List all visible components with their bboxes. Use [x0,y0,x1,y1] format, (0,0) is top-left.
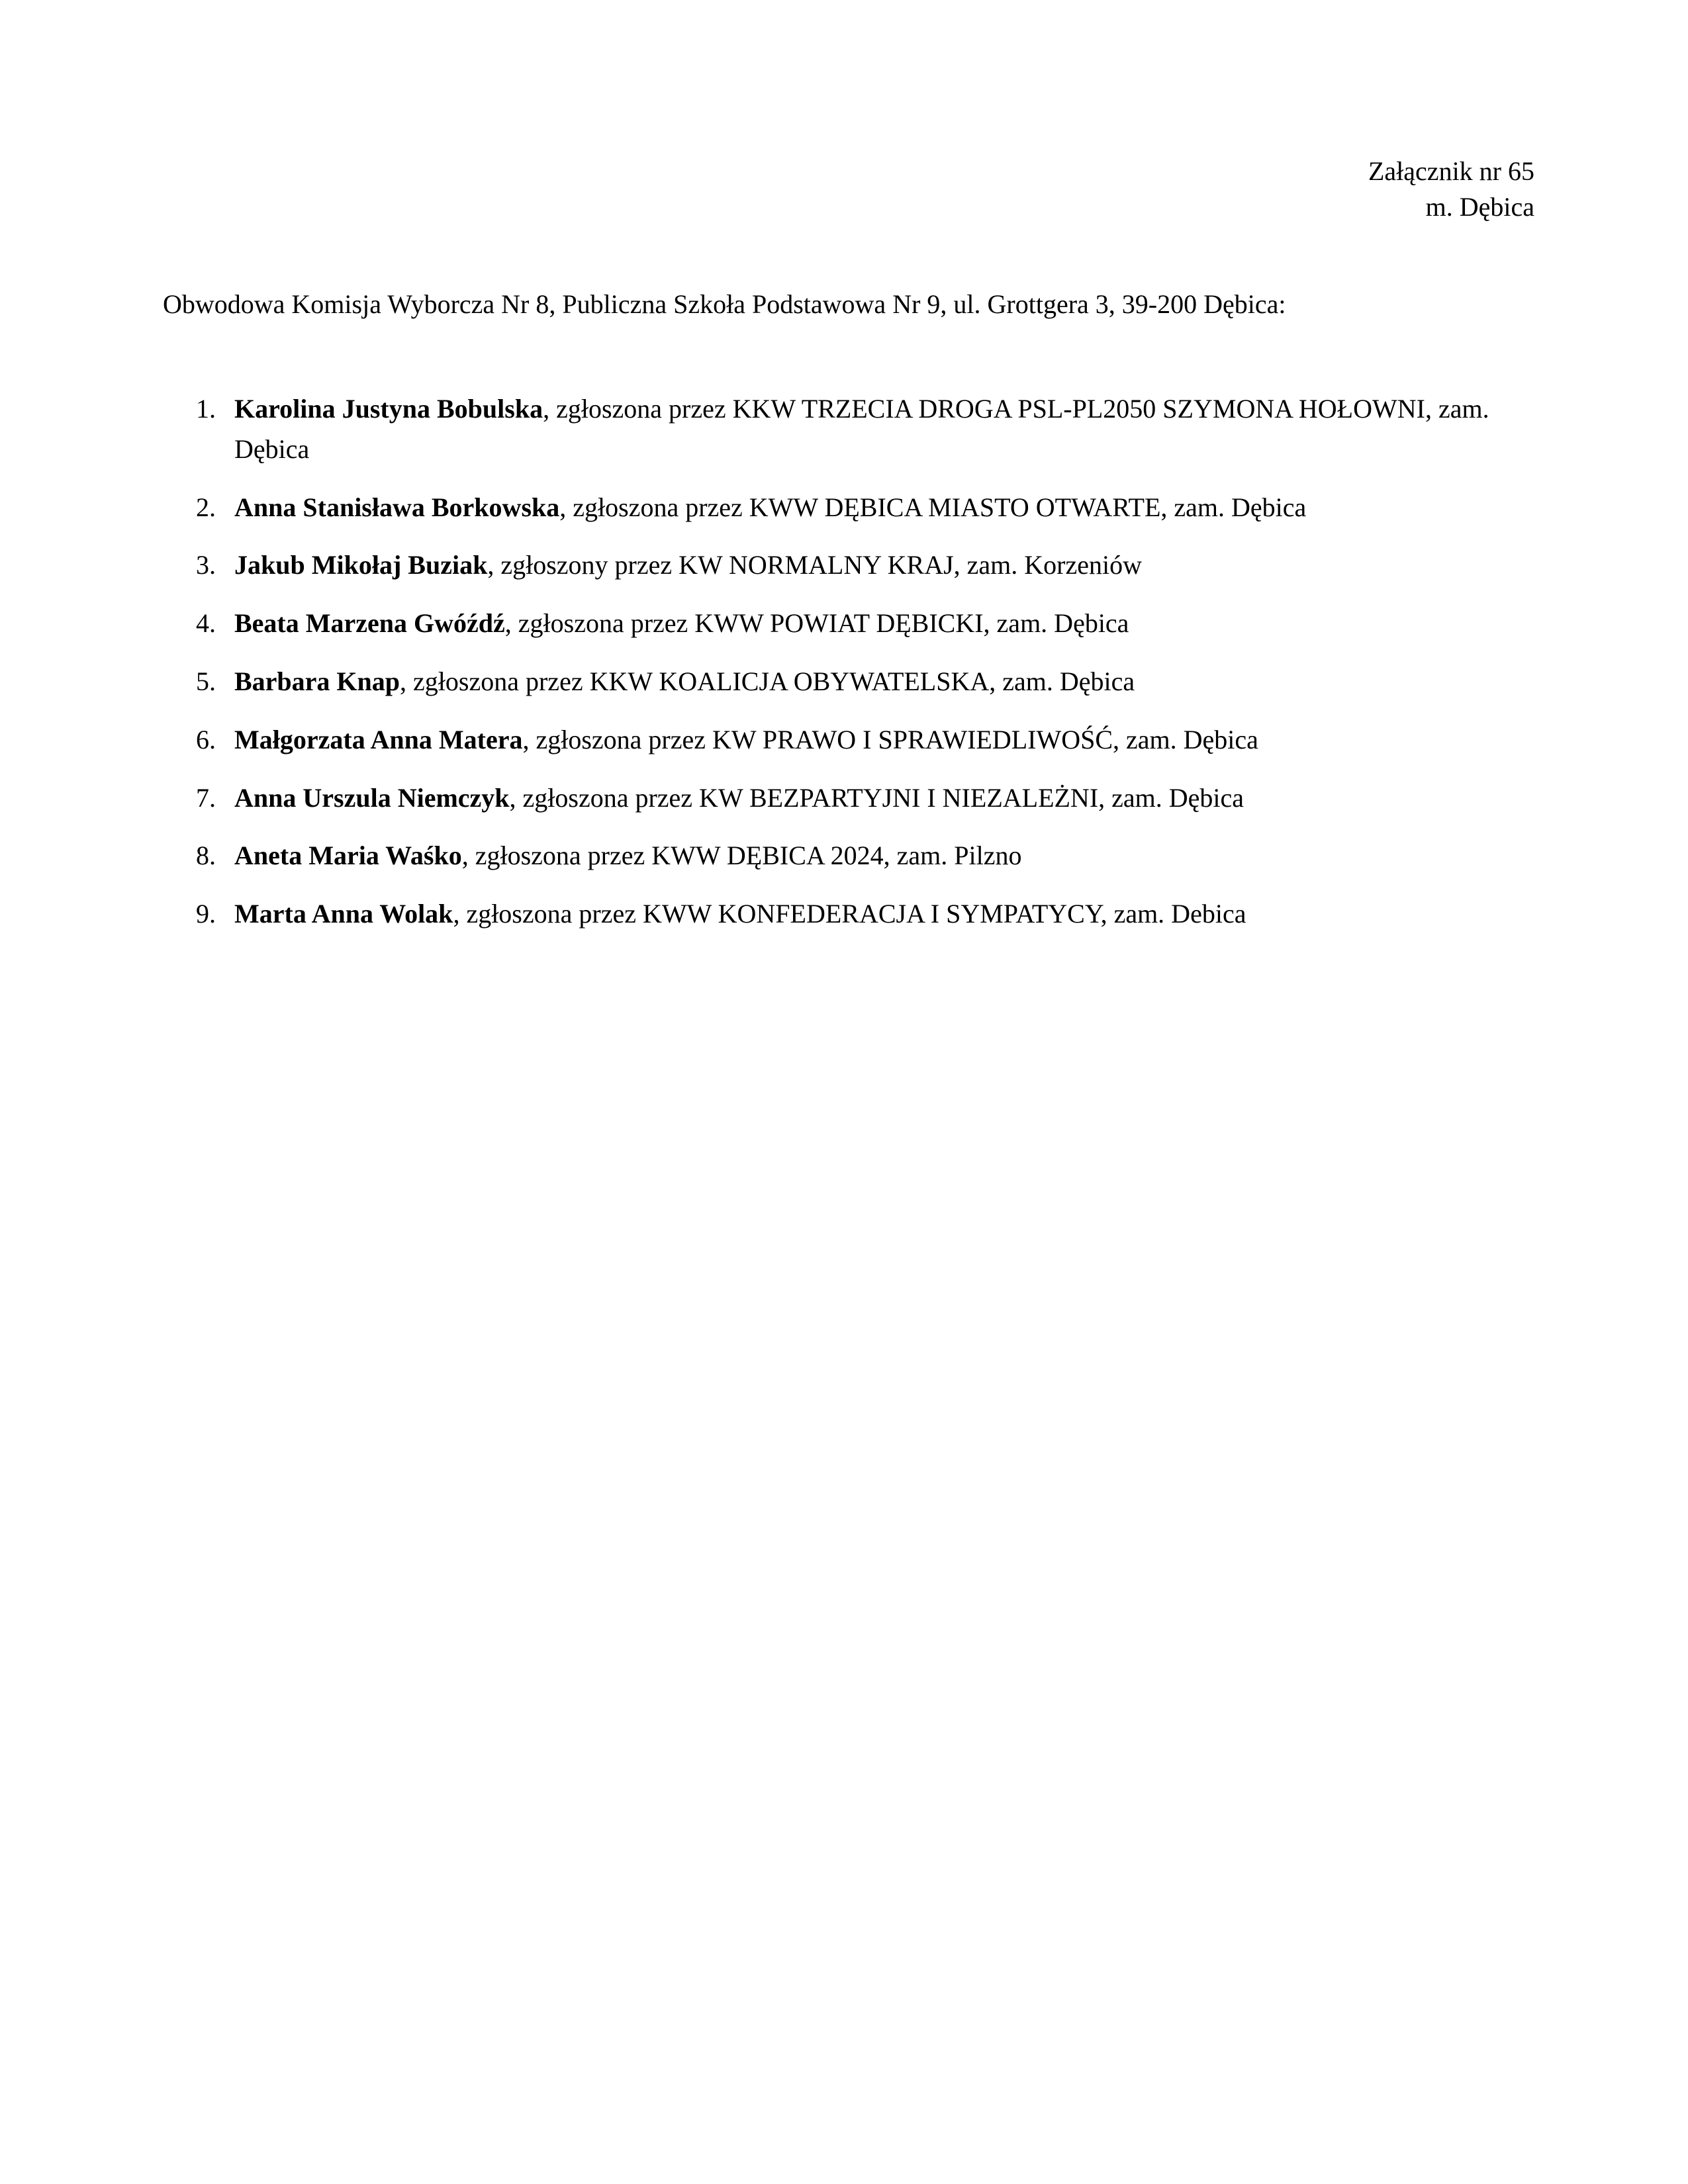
list-item-number: 6. [196,724,216,754]
list-item-number: 7. [196,782,216,813]
list-item-number: 8. [196,841,216,871]
list-item-number: 4. [196,608,216,639]
member-name: Karolina Justyna Bobulska [234,394,543,424]
member-details: , zgłoszona przez KWW DĘBICA 2024, zam. Pilzno [461,841,1022,871]
member-name: Anna Stanisława Borkowska [234,492,560,522]
list-item [196,778,1549,819]
list-item [196,545,1549,586]
locality-name: m. Dębica [1425,192,1534,222]
commission-heading: Obwodowa Komisja Wyborcza Nr 8, Publiczna Szkoła Podstawowa Nr 9, ul. Grottgera 3, 39-200 Dębica: [163,289,1286,319]
list-item-number: 9. [196,899,216,929]
member-details: , zgłoszona przez KW BEZPARTYJNI I NIEZALEŻNI, zam. Dębica [509,782,1244,813]
list-item [196,894,1549,934]
list-item-number: 1. [196,394,216,424]
list-item [196,604,1549,644]
member-details: , zgłoszona przez KWW POWIAT DĘBICKI, zam. Dębica [504,608,1129,639]
member-details: , zgłoszona przez KWW KONFEDERACJA I SYMPATYCY, zam. Debica [453,899,1246,929]
member-details: , zgłoszona przez KKW TRZECIA DROGA PSL-PL2050 SZYMONA HOŁOWNI, zam. Dębica [234,394,1489,464]
member-name: Anna Urszula Niemczyk [234,782,510,813]
members-list [163,389,1549,934]
member-name: Beata Marzena Gwóźdź [234,608,505,639]
member-name: Marta Anna Wolak [234,899,453,929]
document-header [1368,154,1534,225]
list-item [196,488,1549,528]
member-details: , zgłoszony przez KW NORMALNY KRAJ, zam. Korzeniów [487,550,1142,580]
list-item [196,720,1549,760]
member-name: Aneta Maria Waśko [234,841,462,871]
list-item [196,389,1549,470]
list-item [196,662,1549,702]
list-item-number: 2. [196,492,216,522]
list-item-number: 3. [196,550,216,580]
member-name: Jakub Mikołaj Buziak [234,550,488,580]
member-details: , zgłoszona przez KKW KOALICJA OBYWATELSKA, zam. Dębica [400,666,1135,696]
member-name: Małgorzata Anna Matera [234,724,523,754]
member-details: , zgłoszona przez KW PRAWO I SPRAWIEDLIWOŚĆ, zam. Dębica [522,724,1258,754]
member-details: , zgłoszona przez KWW DĘBICA MIASTO OTWARTE, zam. Dębica [559,492,1307,522]
members-list-container [163,389,1549,952]
member-name: Barbara Knap [234,666,400,696]
list-item [196,836,1549,876]
attachment-number: Załącznik nr 65 [1368,156,1534,186]
list-item-number: 5. [196,666,216,696]
